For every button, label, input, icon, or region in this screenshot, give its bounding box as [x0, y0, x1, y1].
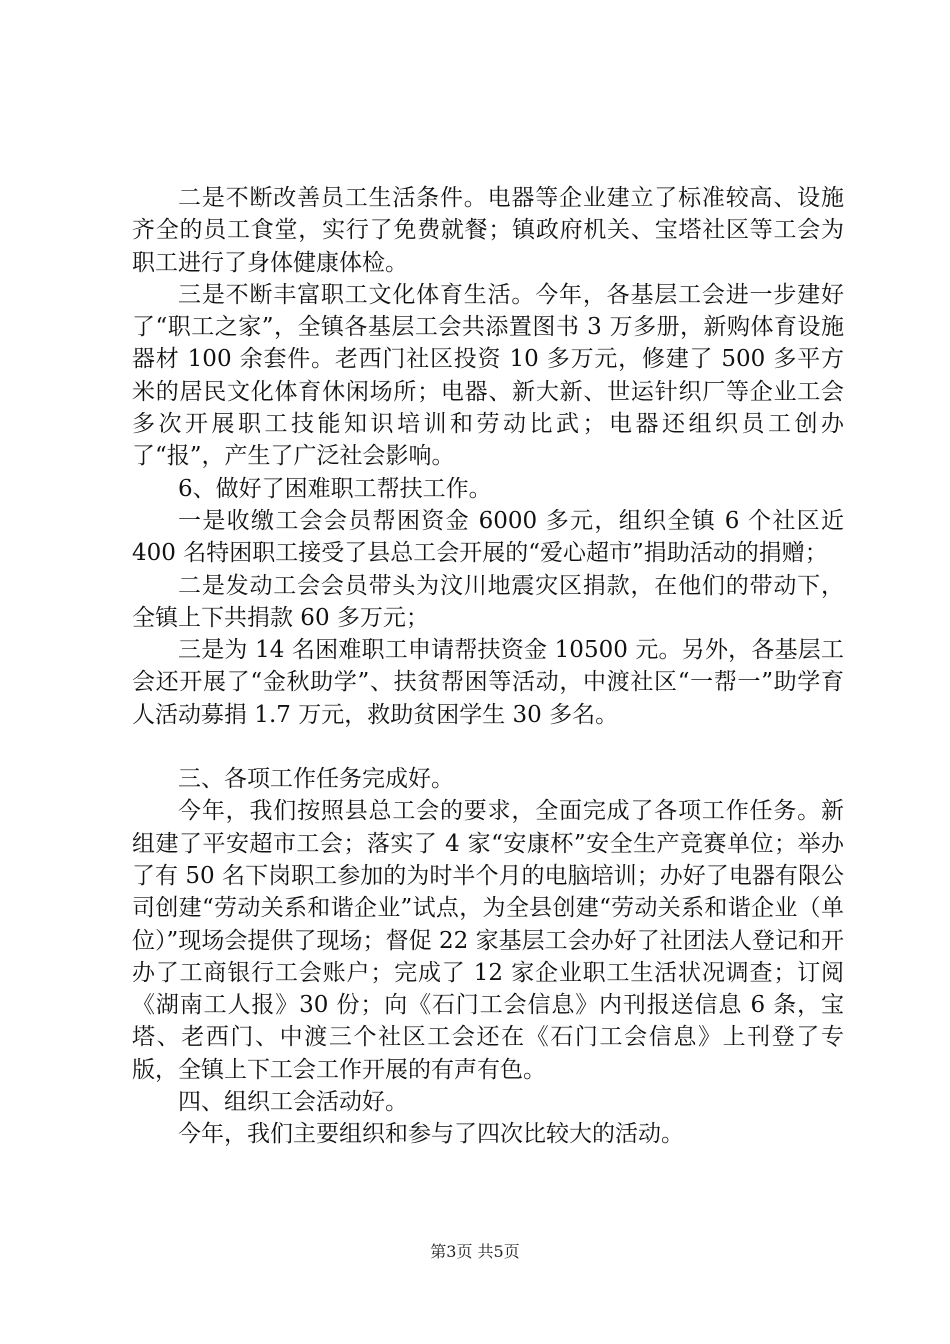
document-body	[132, 182, 844, 1151]
section-heading-activities: 四、组织工会活动好。	[178, 1089, 408, 1116]
paragraph-tasks-detail: 今年，我们按照县总工会的要求，全面完成了各项工作任务。新组建了平安超市工会；落实了 4 家“安康杯”安全生产竞赛单位；举办了有 50 名下岗职工参加的为时半个月的电脑培训；办好了电器有限公司创建“劳动关系和谐企业”试点，为全县创建“劳动关系和谐企业（单位）”现场会提供了现场；督促 22 家基层工会办好了社团法人登记和开办了工商银行工会账户；完成了 12 家企业职工生活状况调查；订阅《湖南工人报》30 份；向《石门工会信息》内刊报送信息 6 条，宝塔、老西门、中渡三个社区工会还在《石门工会信息》上刊登了专版，全镇上下工会工作开展的有声有色。	[132, 798, 844, 1083]
page-footer: 第3页 共5页	[430, 1242, 520, 1261]
paragraph-aid-funds: 一是收缴工会会员帮困资金 6000 多元，组织全镇 6 个社区近 400 名特困职工接受了县总工会开展的“爱心超市”捐助活动的捐赠；	[132, 507, 844, 567]
paragraph-activities-intro: 今年，我们主要组织和参与了四次比较大的活动。	[178, 1121, 684, 1148]
paragraph-improve-living: 二是不断改善员工生活条件。电器等企业建立了标准较高、设施齐全的员工食堂，实行了免费就餐；镇政府机关、宝塔社区等工会为职工进行了身体健康体检。	[132, 185, 844, 276]
paragraph-assistance-funds: 三是为 14 名困难职工申请帮扶资金 10500 元。另外，各基层工会还开展了“金秋助学”、扶贫帮困等活动，中渡社区“一帮一”助学育人活动募捐 1.7 万元，救助贫困学生 30 多名。	[132, 637, 844, 728]
section-heading-hardship-aid: 6、做好了困难职工帮扶工作。	[178, 475, 492, 502]
paragraph-earthquake-donation: 二是发动工会会员带头为汶川地震灾区捐款，在他们的带动下，全镇上下共捐款 60 多万元；	[132, 572, 844, 631]
paragraph-spacer	[132, 731, 844, 763]
paragraph-culture-sports: 三是不断丰富职工文化体育生活。今年，各基层工会进一步建好了“职工之家”，全镇各基层工会共添置图书 3 万多册，新购体育设施器材 100 余套件。老西门社区投资 10 多万元，修建了 500 多平方米的居民文化体育休闲场所；电器、新大新、世运针织厂等企业工会多次开展职工技能知识培训和劳动比武；电器还组织员工创办了“报”，产生了广泛社会影响。	[132, 281, 844, 470]
section-heading-tasks-completed: 三、各项工作任务完成好。	[178, 766, 454, 793]
